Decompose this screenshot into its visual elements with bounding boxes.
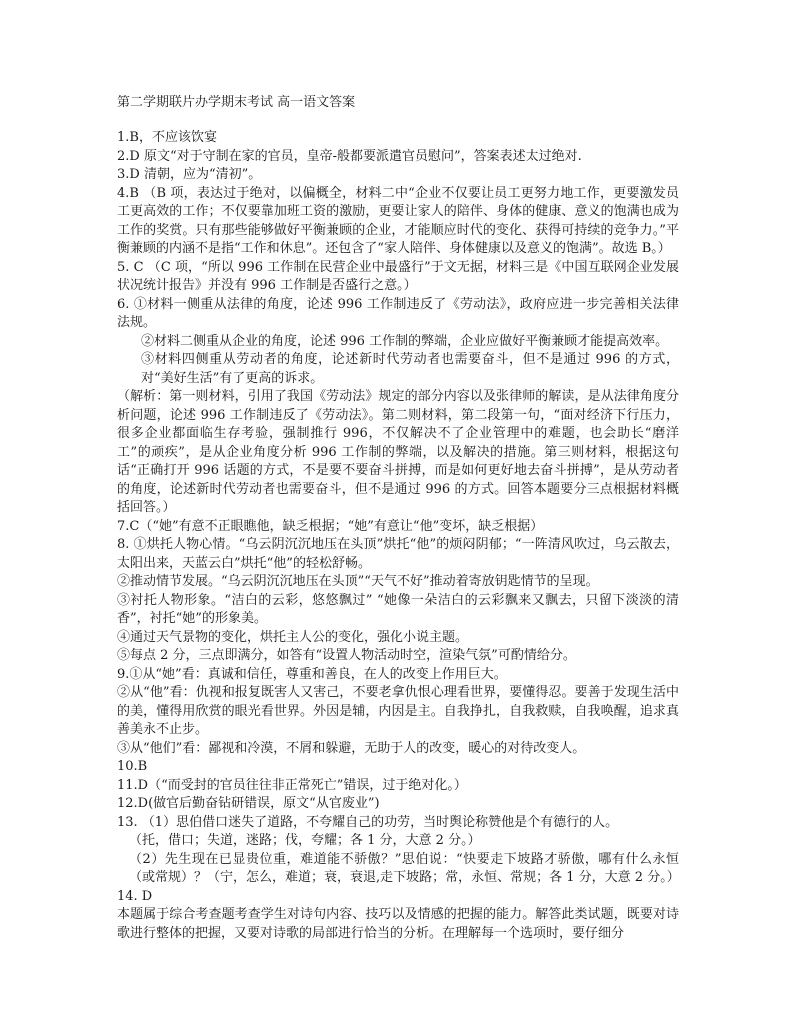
answer-paragraph: ③从“他们”看：鄙视和冷漠，不屑和躲避，无助于人的改变，暖心的对待改变人。 xyxy=(117,740,586,756)
answer-paragraph: ④通过天气景物的变化，烘托主人公的变化，强化小说主题。 xyxy=(117,629,469,645)
answer-paragraph: 13. （1）思伯借口迷失了道路，不夸耀自己的功劳，当时舆论称赞他是个有德行的人。 xyxy=(117,814,619,830)
answer-paragraph: 6. ①材料一侧重从法律的角度，论述 996 工作制违反了《劳动法》，政府应进一步完善相关法律法规。 xyxy=(117,296,679,330)
answer-paragraph: ②材料二侧重从企业的角度，论述 996 工作制的弊端，企业应做好平衡兼顾才能提高效率。 xyxy=(141,333,669,349)
answer-paragraph: 11.D（“而受封的官员往往非正常死亡”错误，过于绝对化。） xyxy=(117,777,467,793)
answer-paragraph: 3.D 清朝，应为“清初”。 xyxy=(117,167,262,182)
answer-paragraph: ③材料四侧重从劳动者的角度，论述新时代劳动者也需要奋斗，但不是通过 996 的方式，对“美好生活”有了更高的诉求。 xyxy=(141,352,679,386)
document-title: 第二学期联片办学期末考试 高一语文答案 xyxy=(117,95,356,110)
answer-paragraph: 7.C（“她”有意不正眼瞧他，缺乏根据；“她”有意让“他”变坏，缺乏根据） xyxy=(117,518,544,534)
answer-paragraph: 8. ①烘托人物心情。“乌云阴沉沉地压在头顶”烘托“他”的烦闷阴郁；“一阵清风吹过，乌云散去，太阳出来，天蓝云白”烘托“他”的轻松舒畅。 xyxy=(117,537,679,571)
answer-paragraph: 10.B xyxy=(117,759,148,774)
answer-paragraph: 12.D(做官后勤奋钻研错误，原文“从官废业”) xyxy=(117,796,380,811)
answer-paragraph: ②推动情节发展。“乌云阴沉沉地压在头顶”“天气不好”推动着寄放钥匙情节的呈现。 xyxy=(117,574,599,589)
answer-paragraph: 本题属于综合考查题考查学生对诗句内容、技巧以及情感的把握的能力。解答此类试题，既要对诗歌进行整体的把握，又要对诗歌的局部进行恰当的分析。在理解每一个选项时，要仔细分 xyxy=(117,907,679,941)
answer-paragraph: （解析：第一则材料，引用了我国《劳动法》规定的部分内容以及张律师的解读，是从法律角度分析问题，论述 996 工作制违反了《劳动法》。第二则材料，第二段第一句，“面对经济下行压力，很多企业都面临生存考验，强制推行 996，不仅解决不了企业管理中的难题，也会助长“磨洋工”的顽疾”，是从企业角度分析 996 工作制的弊端，以及解决的措施。第三则材料，根据这句话“正确打开 996 话题的方式，不是要不要奋斗拼搏，而是如何更好地去奋斗拼搏”，是从劳动者的角度，论述新时代劳动者也需要奋斗，但不是通过 996 的方式。回答本题要分三点根据材料概括回答。） xyxy=(117,389,679,515)
answer-paragraph: （2）先生现在已显贵位重，难道能不骄傲？”思伯说：“快要走下坡路才骄傲，哪有什么永恒（或常规）？（宁，怎么，难道；衰，衰退,走下坡路；常，永恒、常规；各 1 分，大意 2 分。） xyxy=(129,851,680,885)
answer-paragraph: （托，借口；失道，迷路；伐，夸耀；各 1 分，大意 2 分。） xyxy=(129,833,481,848)
answer-paragraph: 2.D 原文“对于守制在家的官员，皇帝-般都要派遣官员慰问”，答案表述太过绝对. xyxy=(117,148,582,164)
answer-paragraph: 4.B （B 项，表达过于绝对，以偏概全，材料二中“企业不仅要让员工更努力地工作，更要激发员工更高效的工作；不仅要靠加班工资的激励，更要让家人的陪伴、身体的健康、意义的饱满也成为工作的奖赏。只有那些能够做好平衡兼顾的企业，才能顺应时代的变化、获得可持续的竞争力。”平衡兼顾的内涵不是指“工作和休息”。还包含了“家人陪伴、身体健康以及意义的饱满”。故选 B。） xyxy=(117,185,679,256)
answer-paragraph: 14. D xyxy=(117,888,153,904)
answer-paragraph: 1.B，不应该饮宴 xyxy=(117,130,217,145)
answer-paragraph: ⑤每点 2 分，三点即满分，如答有“设置人物活动时空，渲染气氛”可酌情给分。 xyxy=(117,648,576,663)
answer-content xyxy=(117,129,679,943)
answer-paragraph: ③衬托人物形象。“洁白的云彩，悠悠飘过” “她像一朵洁白的云彩飘来又飘去，只留下淡淡的清香”，衬托“她”的形象美。 xyxy=(117,592,679,626)
answer-paragraph: ②从“他”看：仇视和报复既害人又害己，不要老拿仇恨心理看世界，要懂得忍。要善于发现生活中的美，懂得用欣赏的眼光看世界。外因是辅，内因是主。自我挣扎，自我救赎，自我唤醒，追求真善美永不止步。 xyxy=(117,685,679,737)
answer-paragraph: 5. C （C 项，“所以 996 工作制在民营企业中最盛行”于文无据，材料三是《中国互联网企业发展状况统计报告》并没有 996 工作制是否盛行之意。） xyxy=(117,259,679,293)
answer-paragraph: 9.①从“她”看：真诚和信任，尊重和善良，在人的改变上作用巨大。 xyxy=(117,666,507,682)
